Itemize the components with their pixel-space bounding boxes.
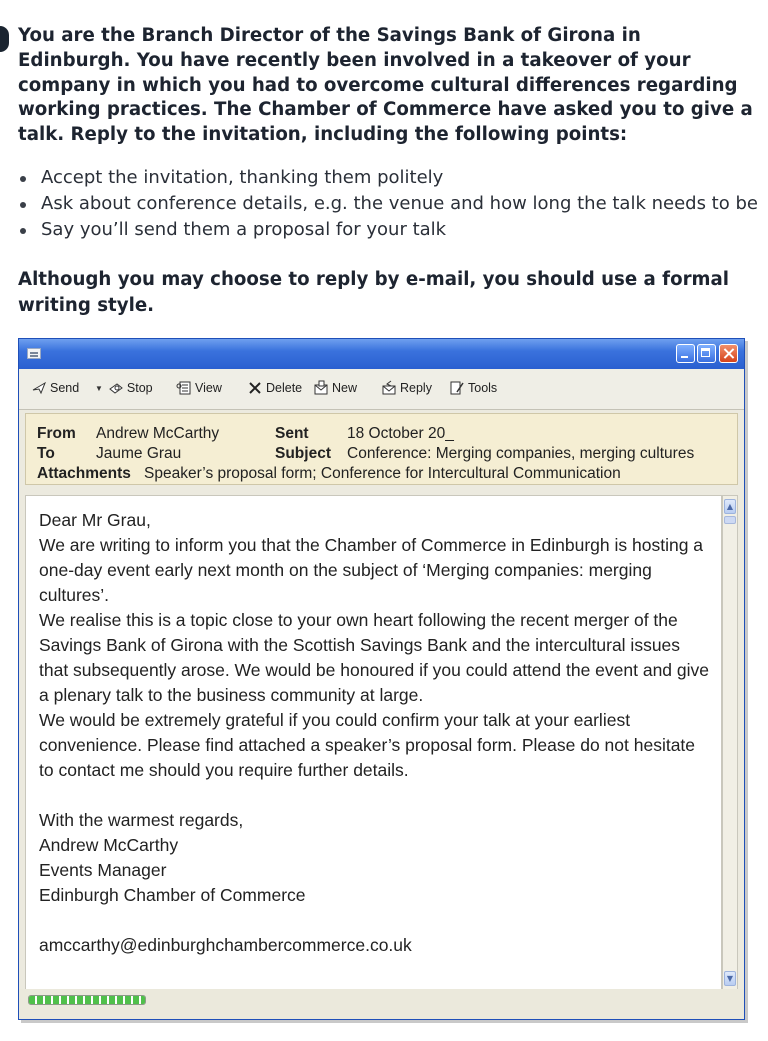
delete-icon: [247, 380, 263, 396]
scroll-down-button[interactable]: ▼: [724, 971, 736, 986]
title-bar[interactable]: [19, 339, 744, 369]
new-button[interactable]: [313, 379, 357, 397]
progress-bar: [28, 995, 146, 1005]
minimize-button[interactable]: [676, 344, 695, 363]
salutation: Dear Mr Grau,: [39, 510, 151, 530]
to-label: To: [37, 445, 55, 462]
task-instructions: You are the Branch Director of the Savings Bank of Girona in Edinburgh. You have recently been involved in a takeover of your company in which you had to overcome cultural differences regarding working practices. The Chamber of Commerce have asked you to give a talk. Reply to the invitation, including the following points:: [18, 25, 753, 146]
new-message-icon: [313, 380, 329, 396]
send-button[interactable]: [31, 379, 79, 397]
reply-button[interactable]: [381, 379, 432, 397]
stop-button[interactable]: [95, 379, 153, 397]
maximize-button[interactable]: [697, 344, 716, 363]
attachments-label: Attachments: [37, 465, 131, 482]
close-button[interactable]: [719, 344, 738, 363]
view-label: View: [195, 381, 222, 395]
scroll-up-button[interactable]: ▲: [724, 499, 736, 514]
view-button[interactable]: [176, 379, 222, 397]
new-label: New: [332, 381, 358, 395]
body-paragraph: We would be extremely grateful if you could confirm your talk at your earliest convenience. Please find attached a speaker’s proposal form. Please do not hesitate to contact me should you require further details.: [39, 710, 696, 780]
delete-button[interactable]: [247, 379, 302, 397]
signature-title: Events Manager: [39, 860, 167, 880]
email-window: [18, 338, 745, 1020]
sender-email: amccarthy@edinburghchambercommerce.co.uk: [39, 935, 412, 955]
signature-name: Andrew McCarthy: [39, 835, 179, 855]
dropdown-arrow-icon: ▼: [95, 383, 103, 393]
reply-icon: [381, 380, 397, 396]
closing: With the warmest regards,: [39, 810, 244, 830]
from-label: From: [37, 425, 76, 442]
scroll-thumb[interactable]: [724, 516, 736, 524]
mail-app-icon: [27, 348, 41, 359]
stop-label: Stop: [126, 381, 153, 395]
body-paragraph: We are writing to inform you that the Chamber of Commerce in Edinburgh is hosting a one-day event early next month on the subject of ‘Merging companies: merging cultures’.: [39, 535, 704, 605]
toolbar: [19, 369, 744, 410]
vertical-scrollbar[interactable]: [722, 495, 738, 990]
body-paragraph: We realise this is a topic close to your own heart following the recent merger of the Savings Bank of Girona with the Scottish Savings Bank and the intercultural issues that subsequently arose. We would be honoured if you could attend the event and give a plenary talk to the business community at large.: [39, 610, 709, 705]
task-point: Say you’ll send them a proposal for your talk: [18, 217, 758, 243]
section-marker: [0, 26, 9, 52]
view-icon: [176, 380, 192, 396]
message-header: [25, 413, 738, 485]
stop-icon: [108, 380, 124, 396]
delete-label: Delete: [266, 381, 303, 395]
sent-label: Sent: [275, 425, 309, 442]
progress-fill: [29, 996, 145, 1004]
reply-label: Reply: [400, 381, 432, 395]
from-value: Andrew McCarthy: [96, 425, 220, 442]
subject-label: Subject: [275, 445, 331, 462]
task-point: Accept the invitation, thanking them politely: [18, 165, 758, 191]
to-value: Jaume Grau: [96, 445, 182, 462]
tools-icon: [449, 380, 465, 396]
attachments-value[interactable]: Speaker’s proposal form; Conference for Intercultural Communication: [144, 465, 621, 482]
style-note: Although you may choose to reply by e-mail, you should use a formal writing style.: [18, 269, 729, 316]
subject-value: Conference: Merging companies, merging cultures: [347, 445, 695, 462]
task-points-list: [18, 165, 758, 243]
signature-organisation: Edinburgh Chamber of Commerce: [39, 885, 306, 905]
send-icon: [31, 380, 47, 396]
message-body[interactable]: [25, 495, 722, 990]
tools-button[interactable]: [449, 379, 497, 397]
task-point: Ask about conference details, e.g. the venue and how long the talk needs to be: [18, 191, 758, 217]
tools-label: Tools: [468, 381, 498, 395]
send-label: Send: [50, 381, 80, 395]
sent-value: 18 October 20_: [347, 425, 454, 442]
status-bar: [19, 989, 744, 1019]
